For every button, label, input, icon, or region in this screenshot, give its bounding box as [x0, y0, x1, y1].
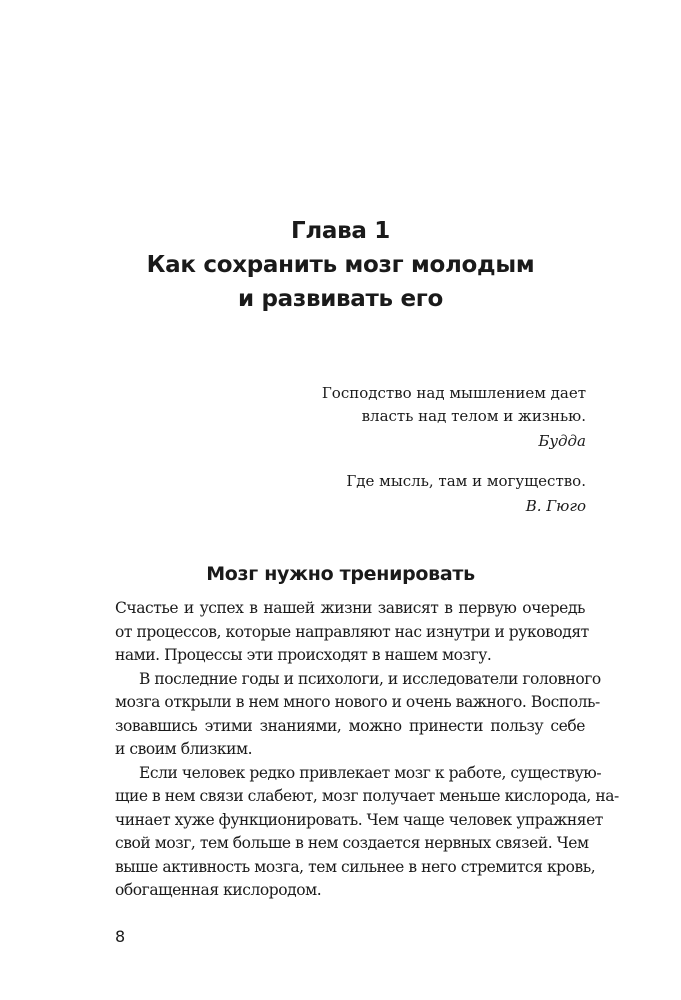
text-line: зовавшись этими знаниями, можно принести пользу себе [115, 716, 585, 735]
text-line: мозга открыли в нем много нового и очень важного. Восполь- [115, 693, 600, 711]
chapter-title-line-1: Как сохранить мозг молодым [146, 252, 535, 278]
text-line: от процессов, которые направляют нас изнутри и руководят [115, 622, 589, 641]
text-line: Счастье и успех в нашей жизни зависят в первую очередь [115, 599, 585, 617]
paragraph [115, 597, 589, 668]
epigraph-buddha [166, 382, 586, 453]
epigraph-line: Где мысль, там и могущество. [346, 472, 586, 490]
epigraph-line: Господство над мышлением дает [321, 384, 586, 402]
paragraph [115, 762, 619, 903]
text-line: свой мозг, тем больше в нем создается нервных связей. Чем [115, 834, 589, 852]
body-text [115, 597, 619, 903]
text-line: В последние годы и психологи, и исследователи головного [139, 669, 601, 688]
text-line: выше активность мозга, тем сильнее в него стремится кровь, [115, 857, 596, 876]
page-number: 8 [115, 927, 126, 946]
chapter-number: Глава 1 [290, 218, 390, 244]
text-line: щие в нем связи слабеют, мозг получает меньше кислорода, на- [115, 787, 619, 805]
epigraph-author: В. Гюго [525, 497, 586, 515]
chapter-title-line-2: и развивать его [237, 286, 444, 312]
text-line: чинает хуже функционировать. Чем чаще человек упражняет [115, 810, 603, 829]
text-line: и своим близким. [115, 740, 253, 758]
chapter-title [0, 214, 681, 316]
text-line: Если человек редко привлекает мозг к работе, существую- [139, 763, 602, 782]
section-title: Мозг нужно тренировать [206, 563, 475, 585]
epigraph-author: Будда [538, 432, 586, 450]
text-line: обогащенная кислородом. [115, 881, 322, 899]
epigraph-line: власть над телом и жизнью. [361, 407, 586, 425]
paragraph [115, 668, 601, 762]
text-line: нами. Процессы эти происходят в нашем мозгу. [115, 646, 492, 664]
epigraph-hugo [166, 470, 586, 518]
